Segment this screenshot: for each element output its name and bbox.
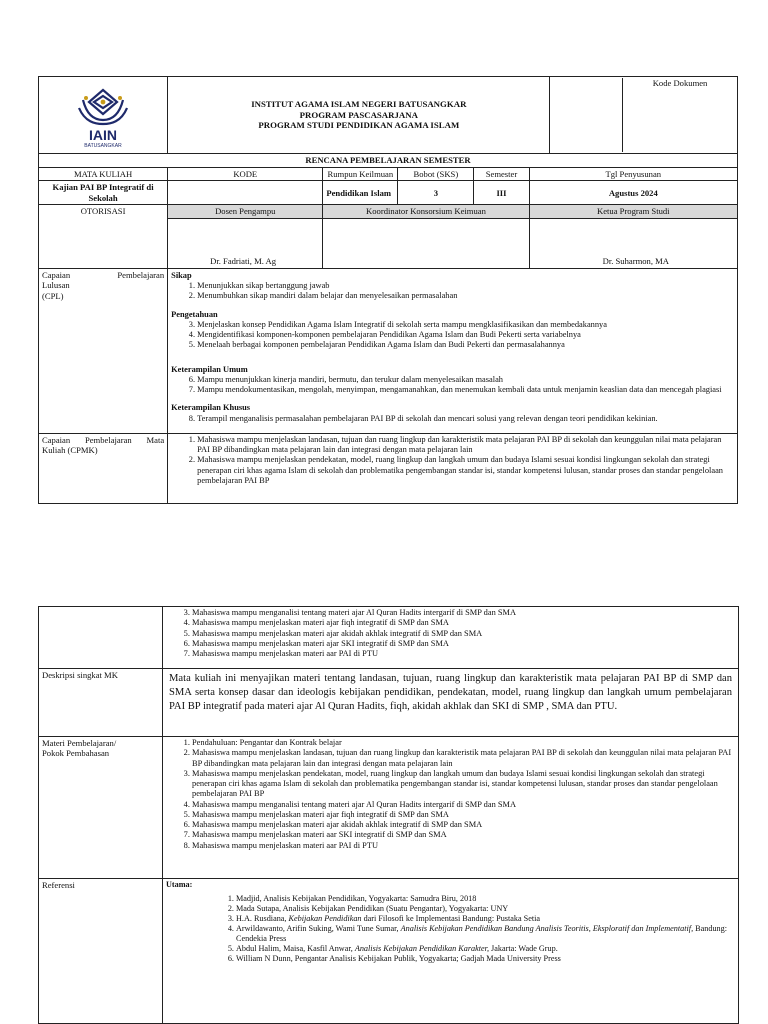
mata-kuliah-label: MATA KULIAH — [39, 168, 168, 181]
cpl-label-line3: (CPL) — [42, 290, 64, 301]
cpl-heading-ket-khusus: Keterampilan Khusus — [171, 403, 251, 413]
materi-label — [39, 737, 163, 879]
cpl-item: 5. Menelaah berbagai komponen pembelajaran Pendidikan Agama Islam dan Budi Pekerti dan permasalahannya — [197, 340, 734, 350]
materi-item: 6. Mahasiswa mampu menjelaskan materi ajar akidah akhlak integratif di SMP dan SMA — [192, 820, 735, 830]
koordinator-label: Koordinator Konsorsium Keimuan — [323, 205, 529, 218]
cpl-item: 1. Menunjukkan sikap bertanggung jawab — [197, 281, 734, 291]
bobot-value: 3 — [398, 181, 474, 205]
cpmk-item: 6. Mahasiswa mampu menjelaskan materi ajar SKI integratif di SMP dan SMA — [192, 639, 735, 649]
tgl-value: Agustus 2024 — [529, 181, 737, 205]
semester-label: Semester — [474, 168, 529, 181]
doc-code-cell — [550, 77, 738, 154]
materi-item: 3. Mahasiswa mampu menjelaskan pendekatan, model, ruang lingkup dan langkah umum dan budaya Islami sesuai kondisi lingkungan sekolah dan strategi penerapan ciri khas agama Islam di sekolah dan problematika pengembangan standar isi, standar kompetensi lulusan, standar proses dan standar pengelolaan pembelajaran PAI BP — [192, 769, 735, 800]
materi-label-line1: Materi Pembelajaran/ — [42, 738, 117, 748]
cpl-label-word1: Capaian — [42, 269, 71, 280]
referensi-item: 2. Mada Sutapa, Analisis Kebijakan Pendidikan (Suatu Pengantar), Yogyakarta: UNY — [236, 904, 735, 914]
cpl-content — [168, 268, 738, 433]
doc-code-label: Kode Dokumen — [622, 78, 734, 152]
dosen-label: Dosen Pengampu — [168, 205, 323, 218]
kode-value — [168, 181, 323, 205]
cpl-item: 8. Terampil menganalisis permasalahan pembelajaran PAI BP di sekolah dan mencari solusi yang relevan dengan teori pendidikan kekinian. — [197, 414, 734, 424]
materi-item: 7. Mahasiswa mampu menjelaskan materi aar SKI integratif di SMP dan SMA — [192, 830, 735, 840]
logo-text: IAIN — [89, 127, 118, 143]
institution-line: INSTITUT AGAMA ISLAM NEGERI BATUSANGKAR — [251, 98, 467, 109]
cpmk-content-continued — [163, 607, 739, 669]
referensi-item: 5. Abdul Halim, Maisa, Kasfil Anwar, Analisis Kebijakan Pendidikan Karakter, Jakarta: Wade Grup. — [236, 944, 735, 954]
program-line: PROGRAM PASCASARJANA — [299, 109, 418, 120]
deskripsi-text: Mata kuliah ini menyajikan materi tentang landasan, tujuan, ruang lingkup dan karakteristik mata pelajaran PAI BP di SMP dan SMA serta konsep dasar dan ideologis kebijakan pendidikan, pendekatan, model, ruang lingkup dan langkah umum pembelajaran PAI BP integratif pada materi ajar Al Quran Hadits, fiqh, akidah akhlak dan SKI di SMP , SMA dan PTU. — [163, 669, 739, 737]
cpmk-item: 5. Mahasiswa mampu menjelaskan materi ajar akidah akhlak integratif di SMP dan SMA — [192, 629, 735, 639]
logo-cell — [39, 77, 168, 154]
referensi-item: 1. Madjid, Analisis Kebijakan Pendidikan, Yogyakarta: Samudra Biru, 2018 — [236, 894, 735, 904]
cpl-label-line2: Lulusan — [42, 280, 70, 291]
cpmk-item: 3. Mahasiswa mampu menganalisi tentang materi ajar Al Quran Hadits intergarif di SMP dan SMA — [192, 608, 735, 618]
dosen-name: Dr. Fadriati, M. Ag — [168, 218, 323, 268]
study-program-line: PROGRAM STUDI PENDIDIKAN AGAMA ISLAM — [258, 120, 460, 131]
referensi-item: 4. Arwildawanto, Arifin Suking, Wami Tune Sumar, Analisis Kebijakan Pendidikan Bandung Analisis Teoritis, Eksploratif dan Implementatif, Bandung: Cendekia Press — [236, 924, 735, 944]
logo-subtext: BATUSANGKAR — [84, 143, 122, 148]
materi-item: 8. Mahasiswa mampu menjelaskan materi aar PAI di PTU — [192, 841, 735, 851]
cpl-heading-sikap: Sikap — [171, 270, 192, 280]
materi-item: 1. Pendahuluan: Pengantar dan Kontrak belajar — [192, 738, 735, 748]
rps-title: RENCANA PEMBELAJARAN SEMESTER — [39, 154, 738, 168]
materi-item: 2. Mahasiswa mampu menjelaskan landasan, tujuan dan ruang lingkup dan karakteristik mata pelajaran PAI BP di sekolah dan keunggulan nilai mata pelajaran PAI BP dibandingkan mata pelajaran lain dan integrasi dengan mata pelajaran lain — [192, 748, 735, 769]
materi-content — [163, 737, 739, 879]
deskripsi-label: Deskripsi singkat MK — [39, 669, 163, 737]
kode-label: KODE — [168, 168, 323, 181]
rps-table-page1 — [38, 76, 738, 504]
cpl-heading-pengetahuan: Pengetahuan — [171, 309, 218, 319]
cpl-label — [39, 268, 168, 433]
materi-label-line2: Pokok Pembahasan — [42, 748, 110, 759]
referensi-content — [163, 879, 739, 1024]
referensi-utama-label: Utama: — [166, 880, 193, 889]
iain-logo — [73, 86, 133, 148]
rumpun-value: Pendidikan Islam — [323, 181, 398, 205]
cpmk-item: 2. Mahasiswa mampu menjelaskan pendekatan, model, ruang lingkup dan langkah umum dan budaya Islami sesuai kondisi lingkungan sekolah dan strategi penerapan ciri khas agama Islam di sekolah dan problematika pengembangan standar isi, standar kompetensi lulusan, standar proses dan standar pengelolaan pembelajaran PAI BP — [197, 455, 734, 486]
cpl-item: 2. Menumbuhkan sikap mandiri dalam belajar dan menyelesaikan permasalahan — [197, 291, 734, 301]
cpl-item: 7. Mampu mendokumentasikan, mengolah, menyimpan, mengamanahkan, dan menemukan kembali data untuk menjamin keaslian data dan mencegah plagiasi — [197, 385, 734, 395]
semester-value: III — [474, 181, 529, 205]
cpl-item: 3. Menjelaskan konsep Pendidikan Agama Islam Integratif di sekolah serta mampu mengklasifikasikan dan membedakannya — [197, 320, 734, 330]
institution-block — [168, 77, 550, 154]
ketua-name: Dr. Suharmon, MA — [529, 218, 737, 268]
cpmk-label: Capaian Pembelajaran Mata Kuliah (CPMK) — [39, 433, 168, 503]
cpmk-item: 1. Mahasiswa mampu menjelaskan landasan, tujuan dan ruang lingkup dan karakteristik mata pelajaran PAI BP di sekolah dan keunggulan nilai mata pelajaran PAI BP dibandingkan mata pelajaran lain dan integrasi dengan mata pelajaran lain — [197, 435, 734, 456]
tgl-label: Tgl Penyusunan — [529, 168, 737, 181]
cpmk-item: 7. Mahasiswa mampu menjelaskan materi aar PAI di PTU — [192, 649, 735, 659]
cpmk-item: 4. Mahasiswa mampu menjelaskan materi ajar fiqh integratif di SMP dan SMA — [192, 618, 735, 628]
referensi-label: Referensi — [39, 879, 163, 1024]
referensi-item: 3. H.A. Rusdiana, Kebijakan Pendidikan dari Filosofi ke Implementasi Bandung: Pustaka Setia — [236, 914, 735, 924]
materi-item: 4. Mahasiswa mampu menganalisi tentang materi ajar Al Quran Hadits intergarif di SMP dan SMA — [192, 800, 735, 810]
rps-table-page2 — [38, 606, 739, 1024]
cpl-item: 4. Mengidentifikasi komponen-komponen pembelajaran Pendidikan Agama Islam dan Budi Pekerti serta variabelnya — [197, 330, 734, 340]
cpl-label-word2: Pembelajaran — [117, 269, 165, 280]
cpmk-content — [168, 433, 738, 503]
koordinator-name — [323, 218, 529, 268]
bobot-label: Bobot (SKS) — [398, 168, 474, 181]
cpmk-label-continued — [39, 607, 163, 669]
cpl-heading-ket-umum: Keterampilan Umum — [171, 364, 248, 374]
cpl-item: 6. Mampu menunjukkan kinerja mandiri, bermutu, dan terukur dalam menyelesaikan masalah — [197, 375, 734, 385]
mata-kuliah-value: Kajian PAI BP Integratif di Sekolah — [39, 181, 168, 205]
rumpun-label: Rumpun Keilmuan — [323, 168, 398, 181]
ketua-label: Ketua Program Studi — [529, 205, 737, 218]
otorisasi-label: OTORISASI — [39, 205, 168, 268]
referensi-item: 6. William N Dunn, Pengantar Analisis Kebijakan Publik, Yogyakarta; Gadjah Mada University Press — [236, 954, 735, 964]
materi-item: 5. Mahasiswa mampu menjelaskan materi ajar fiqh integratif di SMP dan SMA — [192, 810, 735, 820]
